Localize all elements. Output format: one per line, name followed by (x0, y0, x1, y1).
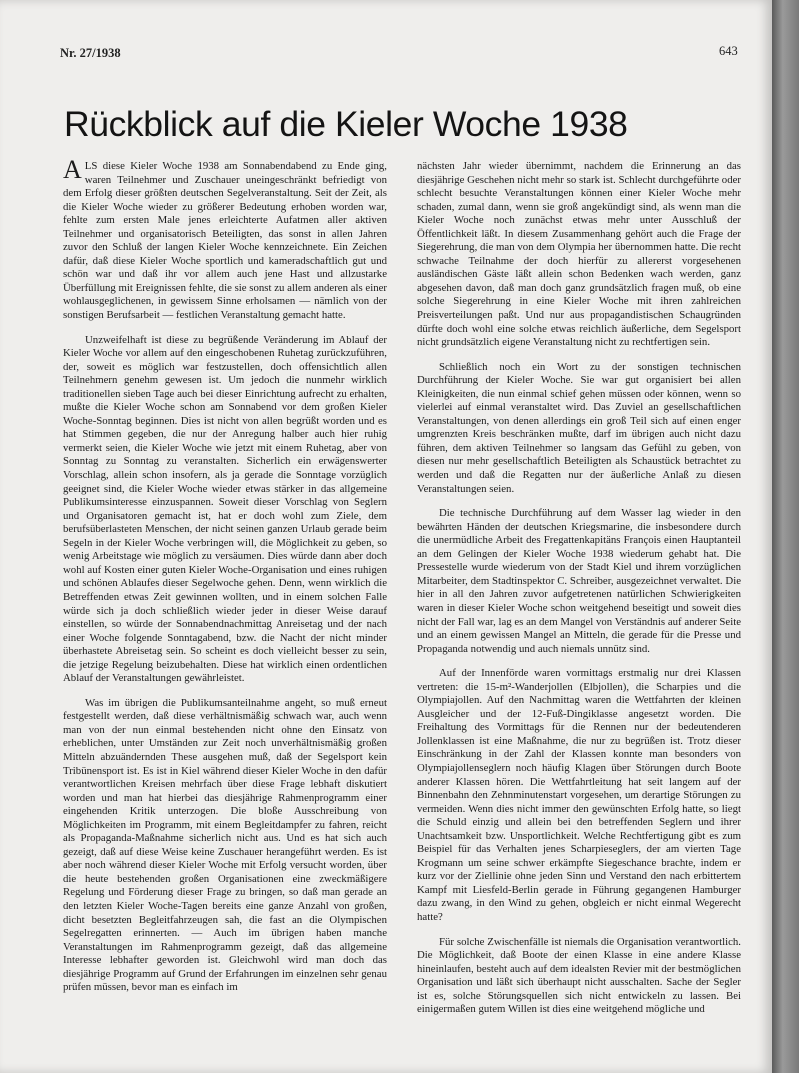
paragraph-4: nächsten Jahr wieder übernimmt, nachdem die Erinnerung an das diesjährige Geschehen nicht mehr so stark ist. Schlecht durchgeführte oder schlecht besuchte Veranstaltungen können einer Kieler Woche mehr schaden, zumal dann, wenn sie groß angekündigt sind, als wenn man die Kieler Woche noch zunächst etwas mehr unter Ausschluß der Öffentlichkeit läßt. In diesem Zusammenhang gehört auch die Frage der Siegerehrung, die man von dem Olympia her übernommen hatte. Die recht schwache Teilnahme der doch hierfür zu allererst vorgesehenen ausländischen Gäste läßt allein schon Bedenken wach werden, ganz abgesehen davon, daß man doch ganz grundsätzlich fragen muß, ob eine solche Siegerehrung in eine Kieler Woche mit ihren zahlreichen Preisverteilungen paßt. Und nur aus propagandistischen Schaugründen dürfte doch wohl eine solche etwas reichlich äußerliche, dem Segelsport nicht grundsätzlich eigene Veranstaltung nicht zu rechtfertigen sein. (417, 160, 741, 349)
paragraph-7: Auf der Innenförde waren vormittags erstmalig nur drei Klassen vertreten: die 15-m²-Wanderjollen (Elbjollen), die Scharpies und die Olympiajollen. Auf den Nachmittag waren die Wettfahrten der kleinen Ausgleicher und der 12-Fuß-Dingiklasse angesetzt worden. Die Freihaltung des Vormittags für die Rennen nur der bedeutenderen Jollenklassen ist eine Maßnahme, die nur zu begrüßen ist. Trotz dieser Einschränkung in der Zahl der Klassen konnte man besonders von Olympiajollenseglern noch häufig Klagen über Störungen durch Boote anderer Klassen hören. Die Wettfahrtleitung hat seit langem auf der Binnenbahn den Zehnminutenstart vorgesehen, um derartige Störungen zu vermeiden. Wenn dies nicht immer den gewünschten Erfolg hatte, so liegt die Schuld einzig und allein bei den betreffenden Seglern und ihrer Unachtsamkeit bzw. Unsportlichkeit. Welche Rechtfertigung gibt es zum Beispiel für das Verhalten jenes Scharpieseglers, der am vierten Tage Krogmann um seine schwer erkämpfte Siegeschance brachte, indem er kurz vor der Ziellinie ohne jeden Sinn und Verstand den nach erbittertem Kampf mit Liesfeld-Berlin gerade in Führung gegangenen Hamburger dazu zwang, in den Wind zu gehen, obgleich er nicht einmal Wegerecht hatte? (417, 667, 741, 923)
paragraph-1-text: LS diese Kieler Woche 1938 am Sonnabendabend zu Ende ging, waren Teilnehmer und Zuschauer uneingeschränkt befriedigt von dem Erfolg dieser größten deutschen Segelveranstaltung. Seit der Zeit, als die Kieler Woche wieder zu größerer Bedeutung erhoben worden war, fehlte zum ersten Male jenes erleichterte Aufatmen aller aktiven Teilnehmer und organisatorisch Beteiligten, das sonst in allen Jahren zuvor den Schluß der langen Kieler Woche kennzeichnete. Ein Zeichen dafür, daß diese Kieler Woche sportlich und kameradschaftlich gut und schön war und daß ihr vor allem auch jene Hast und allzustarke Überfüllung mit Ereignissen fehlte, die sie sonst zu allem anderen als einer wohlausgeglichenen, in gewissem Sinne erholsamen — nämlich von der sonstigen Berufsarbeit — festlichen Veranstaltung gemacht hatte. (63, 160, 387, 322)
paragraph-8: Für solche Zwischenfälle ist niemals die Organisation verantwortlich. Die Möglichkeit, daß Boote der einen Klasse in eine andere Klasse hineinlaufen, besteht auch auf dem idealsten Revier mit der bestmöglichen Organisation und läßt sich überhaupt nicht ausschalten. Sache der Segler ist es, solche Störungsquellen sich nicht entwickeln zu lassen. Bei einigermaßen gutem Willen ist dies eine weitgehend mögliche und (417, 935, 741, 1016)
article-column-left (63, 155, 387, 1006)
paragraph-3: Was im übrigen die Publikumsanteilnahme angeht, so muß erneut festgestellt werden, daß diese verhältnismäßig schwach war, auch wenn man von der nun einmal bestehenden nicht ohne den Einsatz von erheblichen, unter Umständen zur Zeit noch unverhältnismäßig großen Mitteln abzuändernden These ausgehen muß, daß der Segelsport kein Tribünensport ist. Es ist in Kiel während dieser Kieler Woche in den dafür verantwortlichen Kreisen mehrfach über diese Frage lebhaft diskutiert worden und man hat hierbei das diesjährige Rahmenprogramm einer eingehenden Kritik unterzogen. Die bloße Ausschreibung von Möglichkeiten im Programm, mit einem Begleitdampfer zu fahren, reicht als Propaganda-Maßnahme sicherlich nicht aus. Und es hat sich auch gezeigt, daß auf diese Weise keine Zuschauer herangeführt werden. Es ist aber noch während dieser Kieler Woche mit Erfolg versucht worden, über die heute bestehenden großen Organisationen eine zweckmäßigere Regelung und Förderung dieser Frage zu bringen, so daß man gerade an den letzten Kieler Woche-Tagen bereits eine ganze Anzahl von großen, dicht besetzten Begleitfahrzeugen sah, die fast an die Olympischen Segelregatten erinnerten. — Auch im übrigen haben manche Veranstaltungen im Rahmenprogramm gezeigt, daß das allgemeine Interesse lebhafter geworden ist. Gleichwohl wird man doch das diesjährige Programm auf Grund der Erfahrungen im einzelnen sehr genau prüfen müssen, bevor man es einfach im (63, 696, 387, 994)
page-number: 643 (719, 44, 738, 58)
issue-number: Nr. 27/1938 (60, 46, 121, 60)
drop-cap: A (63, 155, 82, 184)
paragraph-2: Unzweifelhaft ist diese zu begrüßende Veränderung im Ablauf der Kieler Woche vor allem auf den eingeschobenen Ruhetag zurückzuführen, der, soweit es möglich war festzustellen, doch offensichtlich allen Teilnehmern genehm gewesen ist. Um jedoch die nunmehr wirklich traditionellen sieben Tage auch bei dieser Einrichtung aufrecht zu erhalten, mußte die Kieler Woche schon am Sonnabend vor dem großen Kieler Woche-Sonntag beginnen. Dies ist nicht von allen begrüßt worden und es hat Stimmen gegeben, die nur der Anregung halber auch hier ruhig vermerkt seien, die Kieler Woche wie jetzt mit einem Ruhetag, aber von Sonntag zu Sonntag zu veranstalten. Sicherlich ein erwägenswerter Vorschlag, allein schon insofern, als ja gerade die Sonntage vorzüglich geeignet sind, die Kieler Woche wieder etwas stärker in das allgemeine Publikumsinteresse einzuspannen. Soweit dieser Vorschlag von Seglern und Organisatoren gemacht ist, hat er doch wohl zum Ziele, dem berufsüberlasteten Menschen, der nicht seinen ganzen Urlaub gerade beim Segeln in der Kieler Woche verbringen will, die Möglichkeit zu geben, so wenig Arbeitstage wie möglich zu versäumen. Dies würde dann aber doch wohl auf Kosten einer guten Kieler Woche-Organisation und eines ruhigen und schönen Ablaufes dieser Segelwoche gehen. Denn, wenn wirklich die Betreffenden etwas Zeit gewinnen wollten, und in einem solchen Falle würde sich ja doch schließlich wieder jeder in dieser Weise darauf einstellen, so würde der Sonnabendnachmittag Anreisetag und der nach einer Woche folgende Sonntagabend, bzw. die Nacht der nicht minder überhastete Abreisetag sein. So scheint es doch vielleicht besser zu sein, die jetzige Regelung beizubehalten. Diese hat wirklich einen ordentlichen Ablauf der Veranstaltungen gewährleistet. (63, 333, 387, 685)
paragraph-6: Die technische Durchführung auf dem Wasser lag wieder in den bewährten Händen der deutschen Kriegsmarine, die insbesondere durch die unermüdliche Arbeit des Fregattenkapitäns François einen Hauptanteil an dem Gelingen der Kieler Woche 1938 wiederum gehabt hat. Die Pressestelle wurde wiederum von der Stadt Kiel und ihrem vorzüglichen Mitarbeiter, dem Stadtinspektor C. Schreiber, ausgezeichnet verwaltet. Die hier in all den Jahren zuvor aufgetretenen natürlichen Schwierigkeiten waren in dieser Kieler Woche schon weitgehend beseitigt und soweit dies nicht der Fall war, lag es an dem Mangel von Verständnis auf anderer Seite und an einem gewissen Mangel an Mitteln, die gerade für die Presse und Propaganda notwendig und auch niemals unnütz sind. (417, 507, 741, 655)
paragraph-5: Schließlich noch ein Wort zu der sonstigen technischen Durchführung der Kieler Woche. Sie war gut organisiert bei allen Kleinigkeiten, die nun einmal schief gehen müssen oder können, wenn so vielerlei auf einmal veranstaltet wird. Das Zuviel an gesellschaftlichen Veranstaltungen, von denen allerdings ein groß Teil sich auf einen enger umgrenzten Kreis beschränken mußte, darf im übrigen auch nicht dazu führen, dem aktiven Teilnehmer so langsam das Gefühl zu geben, von diesen nur mehr gesellschaftlich Beteiligten als Schaustück betrachtet zu werden und daß die Regatten nur der äußerliche Anlaß zu diesen Veranstaltungen seien. (417, 360, 741, 495)
page-binding-edge (772, 0, 799, 1073)
article-title: Rückblick auf die Kieler Woche 1938 (64, 104, 628, 144)
article-column-right (417, 160, 741, 1028)
paragraph-1 (63, 155, 387, 323)
